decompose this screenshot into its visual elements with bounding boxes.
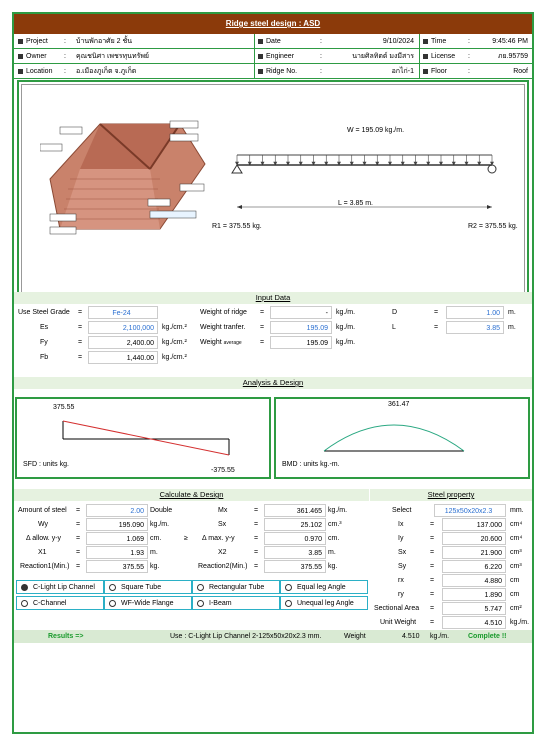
project-label: Project — [26, 38, 48, 45]
w-unit: kg./m. — [384, 127, 405, 134]
radio-equal-angle[interactable]: Equal leg Angle — [280, 580, 368, 594]
fb-label: Fb — [40, 354, 49, 361]
unit-weight-value: 4.510 — [442, 616, 506, 629]
bullet-icon — [423, 39, 428, 44]
floor-value[interactable]: Roof — [513, 68, 528, 75]
sfd-chart — [15, 397, 271, 479]
fb-value: 1,440.00 — [88, 351, 158, 364]
radio-c-light-lip[interactable]: C-Light Lip Channel — [16, 580, 104, 594]
d-label: D — [392, 309, 398, 316]
fy-value: 2,400.00 — [88, 336, 158, 349]
sfd-caption: SFD : units kg. — [23, 461, 69, 468]
bullet-icon — [258, 54, 263, 59]
owner-label: Owner — [26, 53, 47, 60]
page-title: Ridge steel design : ASD — [14, 14, 532, 34]
r2-value: 375.55 — [484, 223, 507, 230]
fy-label: Fy — [40, 339, 48, 346]
x2-value: 3.85 — [264, 546, 326, 559]
info-row-owner: Owner : คุณชนิศา เพชรทุนทรัพย์ Engineer : นายศิลทิตต์ มงมีสาร License : ภย.95759 — [14, 49, 532, 64]
l-input[interactable]: 3.85 — [446, 321, 504, 334]
radio-icon — [285, 584, 292, 591]
location-value[interactable]: อ.เมืองภูเก็ต จ.ภูเก็ต — [76, 68, 137, 75]
diagram-panel — [17, 80, 529, 302]
beam-load-diagram — [222, 135, 522, 235]
area-value: 5.747 — [442, 602, 506, 615]
l-value: 3.85 — [349, 200, 364, 207]
calculate-header: Calculate & Design — [14, 489, 369, 501]
results-weight-value: 4.510 — [402, 633, 420, 640]
date-label: Date — [266, 38, 281, 45]
amount-label: Amount of steel — [18, 507, 67, 514]
results-weight-label: Weight — [344, 633, 366, 640]
wy-value: 195.090 — [86, 518, 148, 531]
radio-wf-flange[interactable]: WF-Wide Flange — [104, 596, 192, 610]
engineer-label: Engineer — [266, 53, 295, 60]
w-label: W = — [347, 127, 360, 134]
ix-value: 137.000 — [442, 518, 506, 531]
bmd-caption: BMD : units kg.-m. — [282, 461, 340, 468]
w-value: 195.09 — [361, 127, 384, 134]
delta-allow-value: 1.069 — [86, 532, 148, 545]
bullet-icon — [423, 69, 428, 74]
mx-label: Mx — [218, 507, 228, 514]
weight-average-label: Weight average — [200, 339, 242, 346]
radio-square-tube[interactable]: Square Tube — [104, 580, 192, 594]
r2-label: R2 = — [468, 223, 483, 230]
es-label: Es — [40, 324, 49, 331]
info-row-location: Location : อ.เมืองภูเก็ต จ.ภูเก็ต Ridge No. : อกไก่-1 Floor : Roof — [14, 64, 532, 79]
l-unit: m. — [365, 200, 373, 207]
analysis-header: Analysis & Design — [14, 377, 532, 389]
mx-value: 361.465 — [264, 504, 326, 517]
reaction1-value: 375.55 — [86, 560, 148, 573]
select-label: Select — [392, 507, 412, 514]
x1-value: 1.93 — [86, 546, 148, 559]
calculate-panel: Amount of steel = 2.00 Double Wy = 195.090 kg./m. Δ allow. y-y = 1.069 cm. ≥ X1 = 1.93 m. Reaction1(Min.) = 375.55 kg. Mx = 361.465 kg./m. Sx = 25.102 cm.³ Δ max. y-y = 0.970 cm. X2 = 3.85 m. Reaction2(Min.) = 375.55 kg. — [14, 502, 369, 574]
bullet-icon — [18, 69, 23, 74]
weight-ridge-label: Weight of ridge — [200, 309, 247, 316]
iy-value: 20.600 — [442, 532, 506, 545]
sx-value: 25.102 — [264, 518, 326, 531]
delta-allow-label: Δ allow. y-y — [26, 535, 62, 542]
floor-label: Floor — [431, 68, 447, 75]
results-status: Complete !! — [468, 633, 507, 640]
sfd-bottom-value: -375.55 — [211, 467, 235, 474]
reaction1-label: Reaction1(Min.) — [20, 563, 70, 570]
radio-selected-icon — [21, 584, 28, 591]
radio-icon — [197, 600, 204, 607]
section-select[interactable]: 125x50x20x2.3 — [434, 504, 506, 517]
time-value[interactable]: 9:45:46 PM — [492, 38, 528, 45]
es-input[interactable]: 2,100,000 — [88, 321, 158, 334]
r1-unit: kg. — [252, 223, 262, 230]
date-value[interactable]: 9/10/2024 — [382, 38, 414, 45]
sx-prop-value: 21.900 — [442, 546, 506, 559]
radio-icon — [109, 584, 116, 591]
steel-property-header: Steel property — [370, 489, 532, 501]
r2-unit: kg. — [508, 223, 518, 230]
location-label: Location — [26, 68, 53, 75]
weight-transfer-label: Weight tranfer. — [200, 324, 246, 331]
bullet-icon — [423, 54, 428, 59]
results-label: Results => — [48, 633, 84, 640]
d-input[interactable]: 1.00 — [446, 306, 504, 319]
radio-icon — [197, 584, 204, 591]
steel-grade-label: Use Steel Grade — [18, 309, 70, 316]
radio-c-channel[interactable]: C-Channel — [16, 596, 104, 610]
results-bar — [14, 630, 532, 643]
x1-label: X1 — [38, 549, 47, 556]
rx-value: 4.880 — [442, 574, 506, 587]
license-value[interactable]: ภย.95759 — [497, 53, 528, 60]
wy-label: Wy — [38, 521, 49, 528]
results-weight-unit: kg./m. — [430, 633, 450, 640]
roof-illustration — [40, 119, 210, 239]
license-label: License — [431, 53, 456, 60]
bullet-icon — [258, 69, 263, 74]
amount-input[interactable]: 2.00 — [86, 504, 148, 517]
input-data-panel: Use Steel Grade = Fe-24 Es = 2,100,000 kg./cm.² Fy = 2,400.00 kg./cm.² Fb = 1,440.00 kg./cm.² Weight of ridge = - kg./m. Weight tranfer. = 195.09 kg./m. Weight average = 195.09 kg./m. D = 1.00 m. L = 3.85 m. — [14, 304, 532, 376]
r1-value: 375.55 — [228, 223, 251, 230]
owner-value[interactable]: คุณชนิศา เพชรทุนทรัพย์ — [76, 53, 150, 60]
sy-value: 6.220 — [442, 560, 506, 573]
r1-label: R1 = — [212, 223, 227, 230]
project-value[interactable]: บ้านพักอาศัย 2 ชั้น — [76, 38, 133, 45]
ridge-label: Ridge No. — [266, 68, 298, 75]
weight-transfer-input[interactable]: 195.09 — [270, 321, 332, 334]
bmd-chart — [274, 397, 530, 479]
steel-property-panel: Select 125x50x20x2.3 mm. Ix = 137.000 cm⁴ Iy = 20.600 cm⁴ Sx = 21.900 cm³ Sy = 6.220 cm³ rx = 4.880 cm ry = 1.890 cm Sectional Area = 5.747 cm² Unit Weight = 4.510 kg./m. — [370, 502, 532, 628]
l-label: L = — [338, 200, 348, 207]
ry-value: 1.890 — [442, 588, 506, 601]
ridge-value[interactable]: อกไก่-1 — [391, 68, 414, 75]
sfd-top-value: 375.55 — [53, 404, 75, 411]
radio-unequal-angle[interactable]: Unequal leg Angle — [280, 596, 368, 610]
delta-max-label: Δ max. y-y — [202, 535, 235, 542]
radio-icon — [285, 600, 292, 607]
results-use-text: Use : C-Light Lip Channel 2-125x50x20x2.3 mm. — [170, 633, 322, 640]
radio-rect-tube[interactable]: Rectangular Tube — [192, 580, 280, 594]
bullet-icon — [18, 39, 23, 44]
bullet-icon — [258, 39, 263, 44]
radio-icon — [109, 600, 116, 607]
weight-ridge-value: - — [270, 306, 332, 319]
engineer-value[interactable]: นายศิลทิตต์ มงมีสาร — [352, 53, 414, 60]
input-data-header: Input Data — [14, 292, 532, 304]
bmd-top-value: 361.47 — [388, 401, 410, 408]
delta-max-value: 0.970 — [264, 532, 326, 545]
x2-label: X2 — [218, 549, 227, 556]
sx-label: Sx — [218, 521, 227, 528]
report-frame — [12, 12, 534, 734]
reaction2-value: 375.55 — [264, 560, 326, 573]
radio-i-beam[interactable]: I-Beam — [192, 596, 280, 610]
radio-icon — [21, 600, 28, 607]
l-input-label: L — [392, 324, 396, 331]
weight-average-value: 195.09 — [270, 336, 332, 349]
reaction2-label: Reaction2(Min.) — [198, 563, 248, 570]
info-row-project: Project : บ้านพักอาศัย 2 ชั้น Date : 9/10/2024 Time : 9:45:46 PM — [14, 34, 532, 49]
steel-grade-select[interactable]: Fe-24 — [88, 306, 158, 319]
bullet-icon — [18, 54, 23, 59]
time-label: Time — [431, 38, 447, 45]
